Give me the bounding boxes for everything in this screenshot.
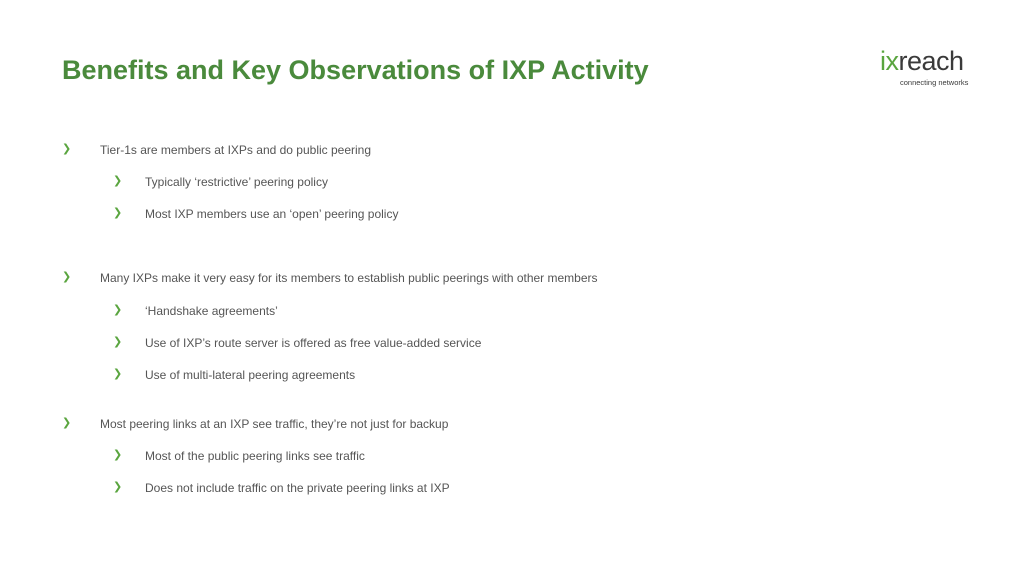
chevron-right-icon: ❯	[62, 416, 72, 429]
sub-bullet-3-1: Most of the public peering links see traffic	[145, 449, 365, 463]
sub-bullet-1-1: Typically ‘restrictive’ peering policy	[145, 175, 328, 189]
bullet-2: Many IXPs make it very easy for its members to establish public peerings with other members	[100, 271, 598, 285]
chevron-right-icon: ❯	[113, 206, 123, 219]
chevron-right-icon: ❯	[62, 270, 72, 283]
chevron-right-icon: ❯	[113, 303, 123, 316]
chevron-right-icon: ❯	[113, 448, 123, 461]
sub-bullet-2-1: ‘Handshake agreements’	[145, 304, 278, 318]
bullet-1: Tier-1s are members at IXPs and do public peering	[100, 143, 372, 157]
chevron-right-icon: ❯	[62, 142, 72, 155]
sub-bullet-2-2: Use of IXP’s route server is offered as free value-added service	[145, 336, 482, 350]
sub-bullet-2-3: Use of multi-lateral peering agreements	[145, 368, 356, 382]
slide-title: Benefits and Key Observations of IXP Activity	[62, 55, 649, 85]
logo-wordmark	[880, 46, 964, 76]
sub-bullet-3-2: Does not include traffic on the private peering links at IXP	[145, 481, 450, 495]
sub-bullet-1-2: Most IXP members use an ‘open’ peering policy	[145, 207, 399, 221]
logo-reach: reach	[898, 46, 964, 76]
bullet-3: Most peering links at an IXP see traffic, they’re not just for backup	[100, 417, 449, 431]
chevron-right-icon: ❯	[113, 335, 123, 348]
logo-ix: ix	[880, 46, 899, 76]
ixreach-logo	[880, 46, 980, 90]
chevron-right-icon: ❯	[113, 174, 123, 187]
chevron-right-icon: ❯	[113, 480, 123, 493]
logo-tagline: connecting networks	[900, 78, 969, 87]
chevron-right-icon: ❯	[113, 367, 123, 380]
